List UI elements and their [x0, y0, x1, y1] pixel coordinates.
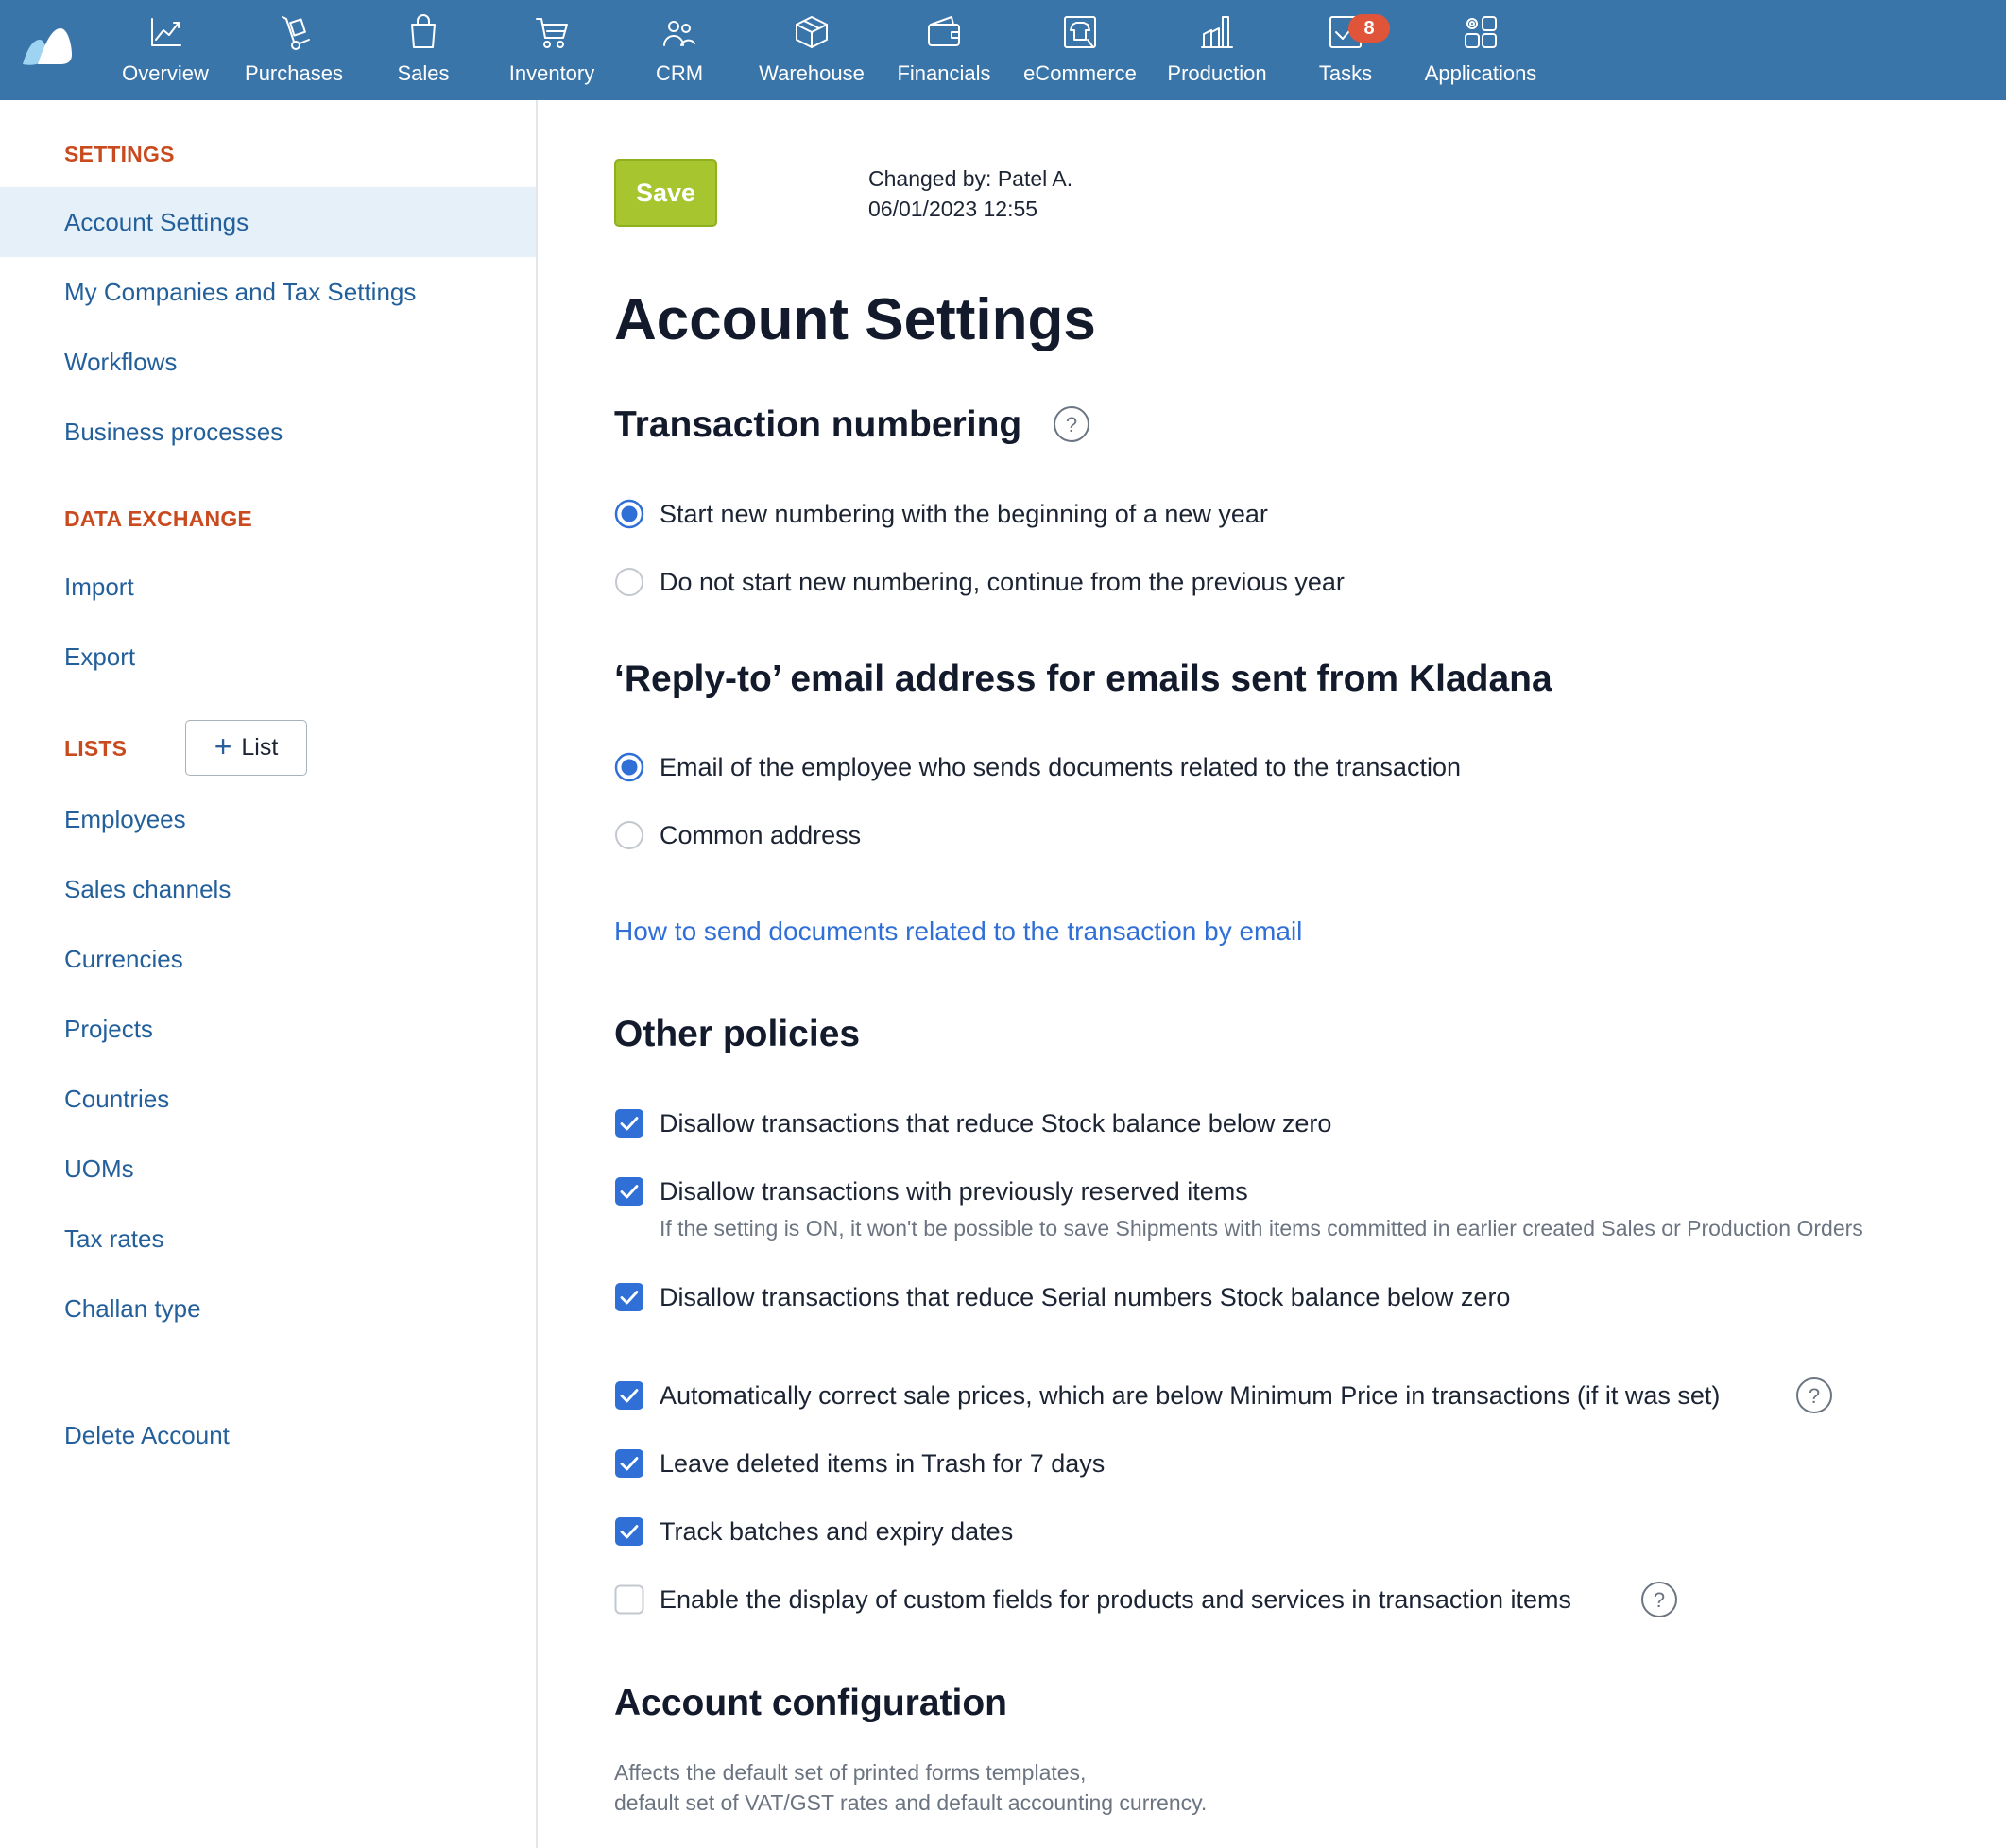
checkbox-checked[interactable]	[614, 1380, 644, 1411]
sidebar-item-currencies[interactable]: Currencies	[64, 945, 183, 973]
sidebar-item-business-processes[interactable]: Business processes	[64, 418, 283, 446]
sidebar-item-import[interactable]: Import	[64, 573, 134, 601]
radio-selected[interactable]	[614, 752, 644, 782]
radio-unselected[interactable]	[614, 820, 644, 850]
numbering-option-new-year[interactable]	[614, 495, 1268, 533]
checkbox-unchecked[interactable]	[614, 1584, 644, 1615]
policy-min-price[interactable]	[614, 1377, 1720, 1414]
save-button[interactable]: Save	[614, 159, 717, 227]
nav-crm[interactable]	[615, 11, 744, 89]
policy-stock-below-zero[interactable]	[614, 1104, 1331, 1142]
chart-line-icon	[145, 11, 186, 53]
nav-ecommerce-label: eCommerce	[1023, 61, 1137, 85]
changed-by: Changed by: Patel A.	[868, 166, 1073, 191]
sidebar-item-tax-rates[interactable]: Tax rates	[64, 1224, 164, 1253]
nav-inventory-label: Inventory	[508, 61, 595, 85]
hand-truck-icon	[273, 11, 315, 53]
nav-tasks[interactable]	[1281, 11, 1410, 89]
nav-ecommerce[interactable]	[1016, 11, 1144, 89]
nav-purchases[interactable]	[230, 11, 358, 89]
policy-batches[interactable]	[614, 1513, 1013, 1550]
reply-to-heading: ‘Reply-to’ email address for emails sent from Kladana	[614, 659, 1552, 699]
tasks-count-badge: 8	[1348, 14, 1390, 43]
sidebar-item-projects[interactable]: Projects	[64, 1015, 153, 1043]
nav-applications-label: Applications	[1424, 61, 1537, 85]
numbering-option-continue[interactable]	[614, 563, 1345, 601]
store-icon	[1059, 11, 1101, 53]
factory-icon	[1196, 11, 1238, 53]
reply-to-option-employee-label: Email of the employee who sends documents related to the transaction	[660, 752, 1461, 781]
policy-custom-fields-label: Enable the display of custom fields for products and services in transaction items	[660, 1584, 1571, 1614]
numbering-option-new-year-label: Start new numbering with the beginning of a new year	[660, 499, 1268, 528]
change-info	[868, 163, 1072, 224]
changed-at: 06/01/2023 12:55	[868, 197, 1038, 221]
top-navigation-bar	[0, 0, 2006, 100]
apps-grid-icon	[1460, 11, 1501, 53]
policy-stock-below-zero-label: Disallow transactions that reduce Stock balance below zero	[660, 1108, 1332, 1138]
sidebar-item-sales-channels[interactable]: Sales channels	[64, 875, 231, 903]
account-configuration-description	[614, 1757, 1207, 1818]
nav-inventory[interactable]	[488, 11, 616, 89]
reply-to-option-employee[interactable]	[614, 748, 1461, 786]
sidebar-section-settings: SETTINGS	[64, 142, 175, 166]
cart-icon	[531, 11, 573, 53]
nav-production-label: Production	[1167, 61, 1267, 85]
policy-reserved-items-note: If the setting is ON, it won't be possible to save Shipments with items committed in earlier created Sales or Production Orders	[660, 1216, 1863, 1241]
shopping-bag-icon	[403, 11, 444, 53]
checkbox-checked[interactable]	[614, 1108, 644, 1138]
nav-purchases-label: Purchases	[245, 61, 343, 85]
sidebar-item-companies-tax[interactable]: My Companies and Tax Settings	[64, 278, 417, 306]
nav-warehouse-label: Warehouse	[759, 61, 865, 85]
email-help-link[interactable]: How to send documents related to the transaction by email	[614, 916, 1303, 946]
help-icon[interactable]	[1795, 1377, 1833, 1414]
nav-financials[interactable]	[880, 11, 1008, 89]
policy-reserved-items[interactable]	[614, 1172, 1248, 1210]
account-configuration-desc-line1: Affects the default set of printed forms templates,	[614, 1760, 1087, 1785]
sidebar-item-challan-type[interactable]: Challan type	[64, 1294, 201, 1323]
nav-sales-label: Sales	[397, 61, 450, 85]
page-title: Account Settings	[614, 287, 1096, 352]
svg-text:?: ?	[1808, 1384, 1821, 1408]
svg-text:?: ?	[1065, 413, 1078, 436]
help-icon[interactable]	[1053, 405, 1090, 443]
other-policies-heading: Other policies	[614, 1014, 861, 1054]
nav-financials-label: Financials	[897, 61, 991, 85]
policy-trash-label: Leave deleted items in Trash for 7 days	[660, 1448, 1106, 1478]
reply-to-option-common-label: Common address	[660, 820, 862, 849]
sidebar-section-data-exchange: DATA EXCHANGE	[64, 506, 252, 531]
account-configuration-heading: Account configuration	[614, 1683, 1007, 1723]
sidebar-item-employees[interactable]: Employees	[64, 805, 186, 833]
box-icon	[791, 11, 832, 53]
checkbox-checked[interactable]	[614, 1516, 644, 1547]
sidebar-item-export[interactable]: Export	[64, 642, 136, 671]
radio-selected[interactable]	[614, 499, 644, 529]
nav-sales[interactable]	[359, 11, 488, 89]
sidebar-item-account-settings[interactable]: Account Settings	[0, 187, 536, 257]
settings-sidebar	[0, 100, 538, 1848]
policy-batches-label: Track batches and expiry dates	[660, 1516, 1014, 1546]
sidebar-item-uoms[interactable]: UOMs	[64, 1155, 134, 1183]
help-icon[interactable]	[1640, 1581, 1678, 1618]
reply-to-option-common[interactable]	[614, 816, 861, 854]
nav-overview[interactable]	[101, 11, 230, 89]
add-list-label: List	[241, 734, 279, 761]
add-list-button[interactable]	[185, 720, 307, 776]
wallet-icon	[923, 11, 965, 53]
nav-crm-label: CRM	[655, 61, 704, 85]
checkbox-checked[interactable]	[614, 1448, 644, 1479]
sidebar-item-countries[interactable]: Countries	[64, 1085, 170, 1113]
policy-trash[interactable]	[614, 1445, 1105, 1482]
nav-overview-label: Overview	[122, 61, 209, 85]
sidebar-item-delete-account[interactable]: Delete Account	[64, 1421, 230, 1449]
transaction-numbering-heading: Transaction numbering	[614, 404, 1022, 445]
sidebar-item-workflows[interactable]: Workflows	[64, 348, 178, 376]
radio-unselected[interactable]	[614, 567, 644, 597]
sidebar-section-lists: LISTS	[64, 736, 128, 761]
account-configuration-desc-line2: default set of VAT/GST rates and default accounting currency.	[614, 1790, 1208, 1815]
people-icon	[659, 11, 700, 53]
checkbox-checked[interactable]	[614, 1176, 644, 1206]
app-logo[interactable]	[21, 23, 74, 68]
policy-serial-below-zero-label: Disallow transactions that reduce Serial numbers Stock balance below zero	[660, 1282, 1511, 1311]
policy-custom-fields[interactable]	[614, 1581, 1571, 1618]
policy-reserved-items-label: Disallow transactions with previously reserved items	[660, 1176, 1248, 1206]
svg-text:?: ?	[1653, 1588, 1666, 1612]
plus-icon: +	[214, 729, 232, 763]
nav-production[interactable]	[1153, 11, 1281, 89]
policy-min-price-label: Automatically correct sale prices, which are below Minimum Price in transactions (if it was set)	[660, 1380, 1721, 1410]
checkbox-checked[interactable]	[614, 1282, 644, 1312]
numbering-option-continue-label: Do not start new numbering, continue from the previous year	[660, 567, 1345, 596]
nav-warehouse[interactable]	[747, 11, 876, 89]
policy-serial-below-zero[interactable]	[614, 1278, 1510, 1316]
nav-applications[interactable]	[1416, 11, 1545, 89]
nav-tasks-label: Tasks	[1318, 61, 1373, 85]
